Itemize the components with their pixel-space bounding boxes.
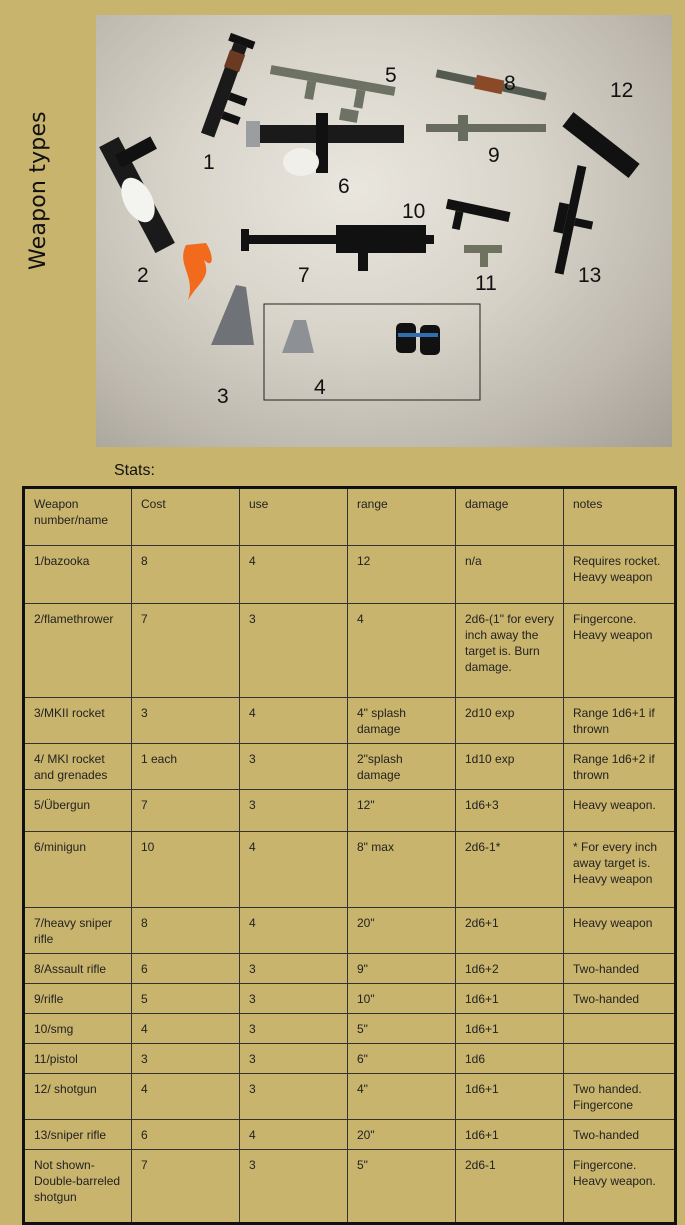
cell-notes: Heavy weapon [564, 908, 676, 954]
table-row [24, 954, 676, 984]
cell-notes: * For every inch away target is. Heavy weapon [564, 832, 676, 908]
cell-notes [564, 1014, 676, 1044]
assault-rifle-shape [435, 66, 547, 103]
cell-notes: Heavy weapon. [564, 790, 676, 832]
table-row [24, 604, 676, 698]
table-row [24, 1074, 676, 1120]
cell-use: 4 [240, 546, 348, 604]
cell-use: 3 [240, 790, 348, 832]
weapon-number-3: 3 [217, 385, 229, 408]
header-weapon: Weapon number/name [24, 488, 132, 546]
cell-cost: 6 [132, 1120, 240, 1150]
cell-notes: Fingercone. Heavy weapon [564, 604, 676, 698]
cell-damage: 2d6-1* [456, 832, 564, 908]
cell-cost: 3 [132, 698, 240, 744]
weapon-number-8: 8 [504, 72, 516, 95]
weapon-number-9: 9 [488, 144, 500, 167]
cell-cost: 8 [132, 546, 240, 604]
cell-range: 5" [348, 1150, 456, 1224]
cell-range: 10" [348, 984, 456, 1014]
cell-damage: 1d6+2 [456, 954, 564, 984]
weapon-number-2: 2 [137, 264, 149, 287]
weapons-photo [96, 15, 672, 447]
mk2-rocket-shape [211, 285, 254, 345]
cell-weapon: 11/pistol [24, 1044, 132, 1074]
sniper-rifle-shape [545, 163, 604, 278]
pistol-shape [464, 245, 502, 267]
cell-weapon: 3/MKII rocket [24, 698, 132, 744]
ubergun-shape [264, 65, 395, 128]
cell-range: 4 [348, 604, 456, 698]
cell-notes: Two handed. Fingercone [564, 1074, 676, 1120]
cell-weapon: 4/ MKI rocket and grenades [24, 744, 132, 790]
header-damage: damage [456, 488, 564, 546]
cell-use: 3 [240, 744, 348, 790]
cell-damage: 1d6+1 [456, 1014, 564, 1044]
rifle-shape [426, 115, 546, 141]
weapon-number-5: 5 [385, 64, 397, 87]
table-row [24, 744, 676, 790]
cell-damage: 1d6+1 [456, 1120, 564, 1150]
table-row [24, 1044, 676, 1074]
weapon-number-6: 6 [338, 175, 350, 198]
smg-shape [442, 199, 510, 240]
cell-cost: 4 [132, 1074, 240, 1120]
table-row [24, 790, 676, 832]
cell-weapon: 6/minigun [24, 832, 132, 908]
weapons-illustration [96, 15, 672, 447]
cell-use: 3 [240, 1044, 348, 1074]
cell-damage: 1d10 exp [456, 744, 564, 790]
cell-weapon: 1/bazooka [24, 546, 132, 604]
cell-notes [564, 1044, 676, 1074]
table-row [24, 1014, 676, 1044]
cell-weapon: 7/heavy sniper rifle [24, 908, 132, 954]
table-row [24, 1150, 676, 1224]
cell-use: 4 [240, 698, 348, 744]
cell-weapon: Not shown- Double-barreled shotgun [24, 1150, 132, 1224]
cell-notes: Two-handed [564, 984, 676, 1014]
header-use: use [240, 488, 348, 546]
cell-range: 4" splash damage [348, 698, 456, 744]
heavy-sniper-shape [241, 225, 434, 271]
cell-use: 3 [240, 984, 348, 1014]
table-row [24, 546, 676, 604]
cell-range: 2"splash damage [348, 744, 456, 790]
shotgun-shape [562, 112, 639, 178]
cell-cost: 3 [132, 1044, 240, 1074]
cell-use: 3 [240, 954, 348, 984]
header-range: range [348, 488, 456, 546]
cell-notes: Two-handed [564, 954, 676, 984]
table-row [24, 698, 676, 744]
cell-cost: 5 [132, 984, 240, 1014]
cell-range: 9" [348, 954, 456, 984]
cell-damage: 2d6-(1" for every inch away the target is. Burn damage. [456, 604, 564, 698]
weapon-number-13: 13 [578, 264, 602, 287]
cell-weapon: 10/smg [24, 1014, 132, 1044]
cell-damage: 2d10 exp [456, 698, 564, 744]
cell-use: 4 [240, 908, 348, 954]
cell-use: 3 [240, 604, 348, 698]
cell-damage: 1d6+1 [456, 984, 564, 1014]
cell-use: 4 [240, 832, 348, 908]
cell-use: 3 [240, 1074, 348, 1120]
cell-range: 12 [348, 546, 456, 604]
weapon-number-4: 4 [314, 376, 326, 399]
cell-weapon: 8/Assault rifle [24, 954, 132, 984]
table-row [24, 832, 676, 908]
flamethrower-shape [99, 136, 212, 300]
cell-damage: n/a [456, 546, 564, 604]
weapon-number-11: 11 [475, 272, 497, 295]
header-cost: Cost [132, 488, 240, 546]
stats-label: Stats: [114, 462, 155, 479]
weapon-number-7: 7 [298, 264, 310, 287]
side-title: Weapon types [26, 111, 51, 270]
cell-cost: 7 [132, 790, 240, 832]
cell-range: 8" max [348, 832, 456, 908]
cell-cost: 1 each [132, 744, 240, 790]
cell-notes: Two-handed [564, 1120, 676, 1150]
cell-use: 4 [240, 1120, 348, 1150]
cell-range: 12" [348, 790, 456, 832]
cell-cost: 6 [132, 954, 240, 984]
cell-damage: 1d6 [456, 1044, 564, 1074]
table-row [24, 908, 676, 954]
cell-notes: Range 1d6+1 if thrown [564, 698, 676, 744]
cell-range: 4" [348, 1074, 456, 1120]
cell-cost: 7 [132, 604, 240, 698]
header-notes: notes [564, 488, 676, 546]
cell-weapon: 5/Übergun [24, 790, 132, 832]
cell-range: 20" [348, 1120, 456, 1150]
cell-range: 5" [348, 1014, 456, 1044]
table-row [24, 984, 676, 1014]
cell-notes: Fingercone. Heavy weapon. [564, 1150, 676, 1224]
cell-weapon: 13/sniper rifle [24, 1120, 132, 1150]
cell-cost: 10 [132, 832, 240, 908]
cell-damage: 1d6+3 [456, 790, 564, 832]
weapon-number-12: 12 [610, 79, 634, 102]
cell-range: 20" [348, 908, 456, 954]
table-row [24, 1120, 676, 1150]
cell-cost: 8 [132, 908, 240, 954]
table-header-row [24, 488, 676, 546]
cell-weapon: 9/rifle [24, 984, 132, 1014]
cell-damage: 2d6+1 [456, 908, 564, 954]
stats-table [22, 486, 677, 1225]
cell-cost: 4 [132, 1014, 240, 1044]
cell-use: 3 [240, 1150, 348, 1224]
minigun-shape [246, 113, 404, 176]
cell-damage: 1d6+1 [456, 1074, 564, 1120]
weapon-number-1: 1 [203, 151, 215, 174]
weapon-number-10: 10 [402, 200, 426, 223]
cell-cost: 7 [132, 1150, 240, 1224]
cell-damage: 2d6-1 [456, 1150, 564, 1224]
cell-weapon: 12/ shotgun [24, 1074, 132, 1120]
cell-notes: Requires rocket. Heavy weapon [564, 546, 676, 604]
cell-use: 3 [240, 1014, 348, 1044]
cell-notes: Range 1d6+2 if thrown [564, 744, 676, 790]
cell-weapon: 2/flamethrower [24, 604, 132, 698]
cell-range: 6" [348, 1044, 456, 1074]
